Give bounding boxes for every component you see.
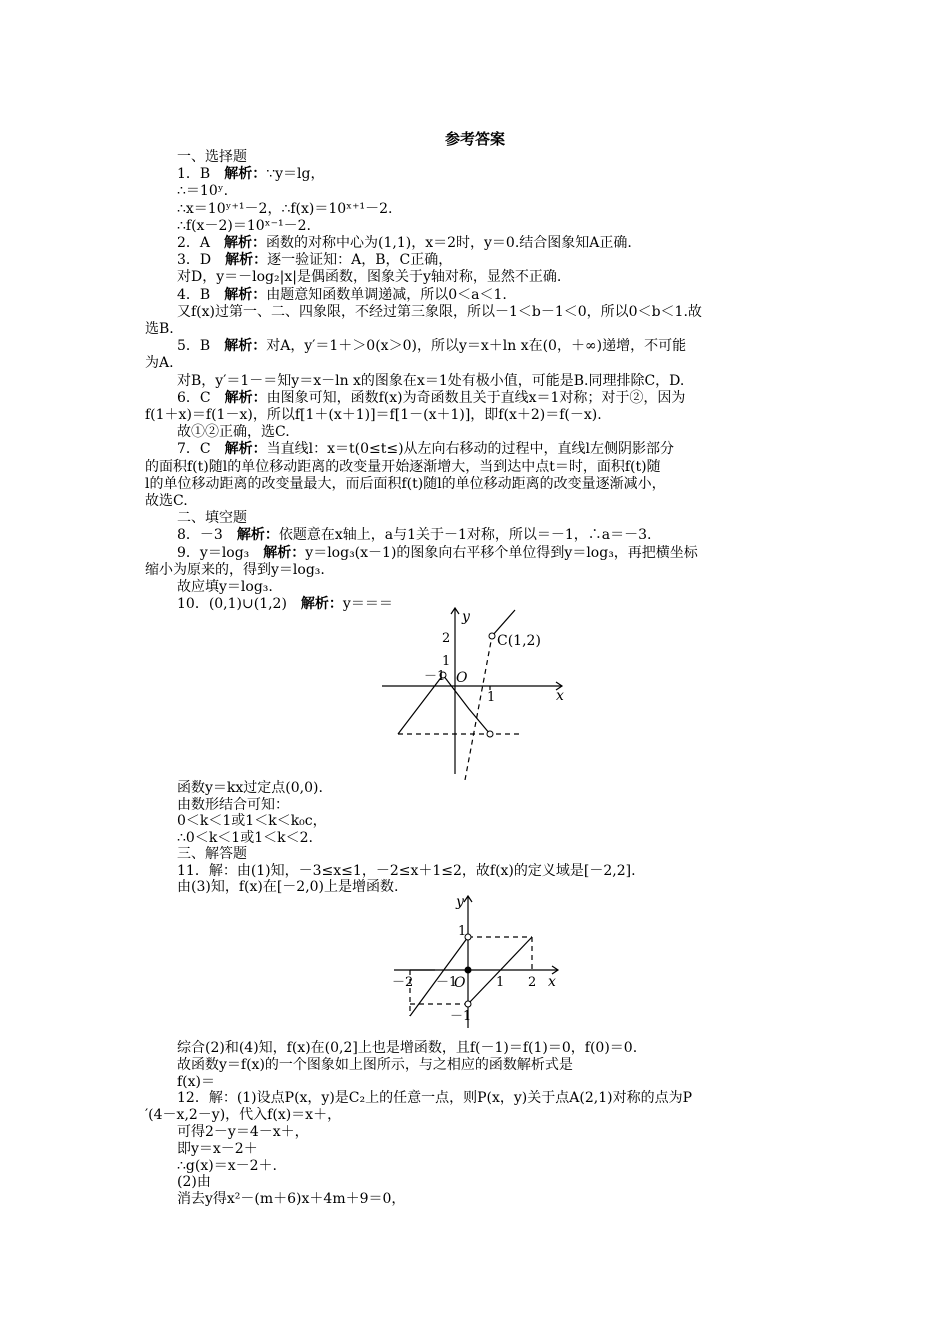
text-line [177,235,632,252]
text-line [145,476,666,493]
text-line [177,863,636,880]
line-text: ∴0＜k＜1或1＜k＜2. [177,829,313,846]
line-text: 为A. [145,355,174,372]
text-line [177,1191,405,1208]
line-text: l的单位移动距离的改变量最大，而后面积f(t)随l的单位移动距离的改变量逐渐减小， [145,475,666,492]
line-text: 9．y＝log₃ [177,544,264,561]
line-text: 二、填空题 [177,510,247,527]
text-line [177,166,324,183]
x-tick-pos1: 1 [487,690,496,705]
x-axis-label: x [556,688,564,704]
line-text: 由数形结合可知： [177,796,289,813]
line-text: 的面积f(t)随l的单位移动距离的改变量开始逐渐增大，当到达中点t＝时，面积f(t)随 [145,458,661,475]
analysis-label: 解析： [224,166,267,183]
text-line [177,1040,637,1057]
text-line [177,1158,277,1175]
x-tick-1: 1 [496,975,505,990]
line-rest: 由图象可知，函数f(x)为奇函数且关于直线x＝1对称；对于②，因为 [266,389,686,406]
text-line [177,830,313,847]
line-text: ′(4－x,2－y)，代入f(x)＝x＋， [145,1107,342,1124]
line-text: ∴＝10ʸ. [177,183,229,200]
line-text: f(x)＝ [177,1073,216,1090]
text-line [177,390,685,407]
text-line [177,596,393,613]
analysis-label: 解析： [225,252,268,269]
y-tick-1: 1 [458,924,467,939]
text-line [177,545,698,562]
line-text: 故应填y＝log₃. [177,579,273,595]
line-text: ∴g(x)＝x－2＋. [177,1157,277,1174]
x-tick-neg1: －1 [436,975,458,990]
line-rest: 对A，y′＝1＋＞0(x＞0)，所以y＝x＋ln x在(0，＋∞)递增，不可能 [266,338,687,355]
text-line [177,441,674,458]
line-text: 11．解：由(1)知，－3≤x≤1，－2≤x＋1≤2，故f(x)的定义域是[－2,2]. [177,862,636,879]
text-line [177,846,247,863]
figure-q10-graph [380,602,570,780]
x-tick-2: 2 [528,975,537,990]
origin-label: O [456,670,468,686]
text-line [177,527,652,544]
line-text: 缩小为原来的，得到y＝log₃. [145,561,325,578]
open-point-bottom [465,1001,471,1007]
line-text: 1．B [177,166,225,183]
line-text: 故函数y＝f(x)的一个图象如上图所示，与之相应的函数解析式是 [177,1056,573,1073]
text-line [177,304,702,321]
text-line [145,321,174,338]
analysis-label: 解析： [236,527,279,544]
text-line [145,355,174,372]
text-line [177,1124,309,1141]
line-text: 2．A [177,235,225,251]
line-rest: 依题意在x轴上，a与1关于－1对称，所以＝－1，∴a＝－3. [278,527,652,544]
analysis-label: 解析： [263,544,306,561]
line-text: 3．D [177,252,226,269]
line-text: 6．C [177,389,225,406]
y-tick-neg1: －1 [450,1009,472,1024]
text-line [177,1174,211,1191]
point-c-label: C(1,2) [497,633,541,649]
analysis-label: 解析： [300,596,343,613]
line-text: (2)由 [177,1174,211,1191]
text-line [177,424,290,441]
line-text: 选B. [145,321,174,337]
line-rest: y＝＝＝ [342,596,393,613]
line-text: 0＜k＜1或1＜k＜k₀c， [177,813,327,829]
y-axis-label: y [462,609,470,625]
x-tick-neg1: －1 [424,669,446,684]
text-line [177,183,228,200]
line-rest: ∵y＝lg， [266,166,325,183]
text-line [177,1141,258,1158]
line-text: ∴f(x－2)＝10ˣ⁻¹－2. [177,217,311,234]
x-tick-neg2: －2 [392,975,414,990]
text-line [177,510,247,527]
line-text: 5．B [177,338,225,355]
line-text: 对B，y′＝1－＝知y＝x－ln x的图象在x＝1处有极小值，可能是B.同理排除C，D. [177,372,685,389]
text-line [177,252,452,269]
line-text: 由(3)知，f(x)在[－2,0)上是增函数. [177,879,399,895]
text-line [177,879,398,896]
text-line [145,407,602,424]
line-rest: 函数的对称中心为(1,1)，x＝2时，y＝0.结合图象知A正确. [266,235,632,251]
solid-point-origin [465,967,471,973]
text-line [177,269,561,286]
figure-q11-graph [388,890,568,1030]
text-line [177,1090,692,1107]
line-rest: 逐一验证知：A，B，C正确， [267,252,453,269]
text-line [177,373,684,390]
line-through-origin [465,636,492,780]
line-text: 函数y＝kx过定点(0,0). [177,780,323,796]
analysis-label: 解析： [224,389,267,406]
line-rest: 由题意知函数单调递减，所以0＜a＜1. [266,286,507,303]
line-text: 7．C [177,441,225,458]
text-line [177,201,392,218]
line-text: 8．－3 [177,527,237,544]
line-text: 综合(2)和(4)知，f(x)在(0,2]上也是增函数，且f(－1)＝f(1)＝0，f(0)＝0. [177,1040,638,1056]
page-title: 参考答案 [444,130,505,148]
open-point-c [489,633,495,639]
line-text: 即y＝x－2＋ [177,1140,258,1157]
text-line [177,813,327,830]
open-point-bottom [487,731,493,737]
analysis-label: 解析： [224,441,267,458]
y-tick-2: 2 [442,631,451,646]
text-line [177,579,273,596]
line-text: 消去y得x²－(m＋6)x＋4m＋9＝0， [177,1191,406,1208]
analysis-label: 解析： [224,235,267,251]
x-axis-label: x [548,974,556,990]
line-rest: 当直线l：x＝t(0≤t≤)从左向右移动的过程中，直线l左侧阴影部分 [266,441,675,458]
text-line [145,562,325,579]
line-text: 4．B [177,286,225,303]
text-line [177,287,507,304]
line-text: 12．解：(1)设点P(x，y)是C₂上的任意一点，则P(x，y)关于点A(2,1)对称的点为P [177,1090,692,1107]
y-axis-label: y [456,894,464,910]
line-rest: y＝log₃(x－1)的图象向右平移个单位得到y＝log₃，再把横坐标 [305,544,698,561]
line-text: 10．(0,1)∪(1,2) [177,596,301,613]
line-text: 对D，y＝－log₂|x|是偶函数，图象关于y轴对称，显然不正确. [177,269,562,286]
text-line [145,1107,341,1124]
line-text: 可得2－y＝4－x＋， [177,1124,309,1140]
analysis-label: 解析： [224,286,267,303]
text-line [177,218,311,235]
text-line [177,780,323,797]
y-tick-1: 1 [442,654,451,669]
text-line [177,149,247,166]
text-line [177,797,289,814]
line-text: ∴x＝10ʸ⁺¹－2，∴f(x)＝10ˣ⁺¹－2. [177,200,393,217]
text-line [145,459,661,476]
text-line [177,1057,573,1074]
line-text: 故①②正确，选C. [177,424,290,441]
line-text: 故选C. [145,493,188,509]
line-text: 又f(x)过第一、二、四象限，不经过第三象限，所以－1＜b－1＜0，所以0＜b＜1.故 [177,303,702,320]
text-line [145,493,188,510]
line-text: f(1＋x)＝f(1－x)，所以f[1＋(x＋1)]＝f[1－(x＋1)]，即f(x＋2)＝f(－x). [145,407,602,423]
analysis-label: 解析： [224,338,267,355]
text-line [177,1074,215,1091]
line-text: 三、解答题 [177,846,247,862]
origin-label: O [454,975,466,991]
text-line [177,338,686,355]
line-text: 一、选择题 [177,149,247,165]
